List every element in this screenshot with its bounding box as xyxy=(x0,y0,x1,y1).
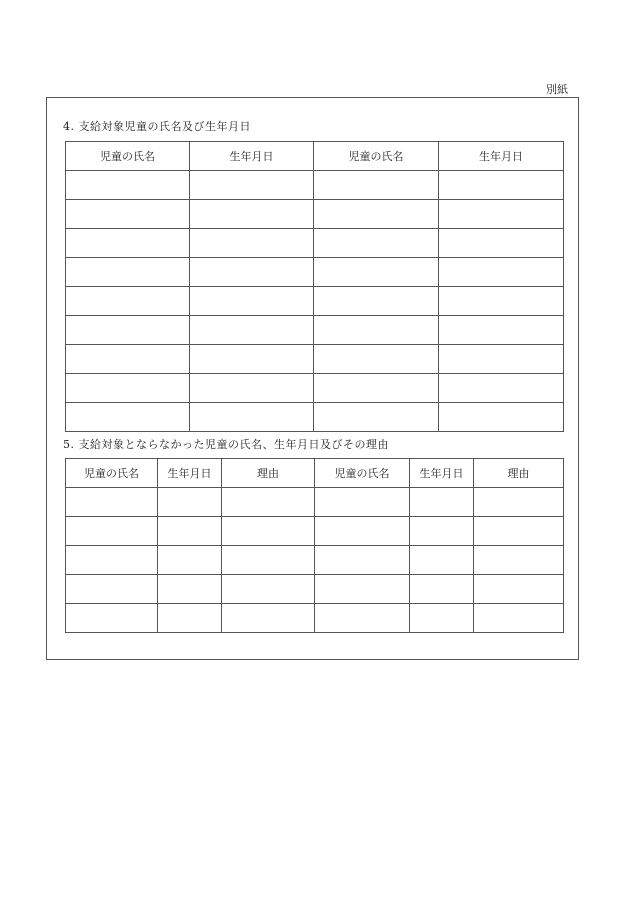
entry-cell[interactable] xyxy=(158,575,222,604)
entry-cell[interactable] xyxy=(315,575,410,604)
entry-cell[interactable] xyxy=(410,517,474,546)
table-row xyxy=(66,517,564,546)
section-5-title: 5. 支給対象とならなかった児童の氏名、生年月日及びその理由 xyxy=(63,438,389,451)
section-4-title: 4. 支給対象児童の氏名及び生年月日 xyxy=(63,120,251,133)
entry-cell[interactable] xyxy=(314,403,439,432)
column-header: 児童の氏名 xyxy=(66,459,158,488)
entry-cell[interactable] xyxy=(474,488,564,517)
entry-cell[interactable] xyxy=(66,546,158,575)
table-row xyxy=(66,316,564,345)
table-row xyxy=(66,604,564,633)
table-row xyxy=(66,374,564,403)
entry-cell[interactable] xyxy=(66,517,158,546)
entry-cell[interactable] xyxy=(66,488,158,517)
entry-cell[interactable] xyxy=(66,604,158,633)
entry-cell[interactable] xyxy=(66,345,190,374)
table-header-row xyxy=(66,142,564,171)
entry-cell[interactable] xyxy=(190,171,314,200)
entry-cell[interactable] xyxy=(315,546,410,575)
entry-cell[interactable] xyxy=(314,171,439,200)
entry-cell[interactable] xyxy=(66,374,190,403)
table-row xyxy=(66,171,564,200)
entry-cell[interactable] xyxy=(314,258,439,287)
column-header: 生年月日 xyxy=(158,459,222,488)
entry-cell[interactable] xyxy=(314,374,439,403)
table-row xyxy=(66,229,564,258)
column-header: 児童の氏名 xyxy=(314,142,439,171)
entry-cell[interactable] xyxy=(474,517,564,546)
entry-cell[interactable] xyxy=(439,374,564,403)
table-header-row xyxy=(66,459,564,488)
entry-cell[interactable] xyxy=(190,374,314,403)
entry-cell[interactable] xyxy=(439,345,564,374)
table-row xyxy=(66,258,564,287)
entry-cell[interactable] xyxy=(315,517,410,546)
table-row xyxy=(66,403,564,432)
entry-cell[interactable] xyxy=(158,546,222,575)
entry-cell[interactable] xyxy=(190,345,314,374)
entry-cell[interactable] xyxy=(439,200,564,229)
column-header: 理由 xyxy=(474,459,564,488)
entry-cell[interactable] xyxy=(222,604,315,633)
entry-cell[interactable] xyxy=(66,316,190,345)
eligible-children-table xyxy=(65,141,564,432)
entry-cell[interactable] xyxy=(315,604,410,633)
entry-cell[interactable] xyxy=(314,287,439,316)
entry-cell[interactable] xyxy=(314,229,439,258)
entry-cell[interactable] xyxy=(410,488,474,517)
ineligible-children-table xyxy=(65,458,564,633)
column-header: 生年月日 xyxy=(439,142,564,171)
entry-cell[interactable] xyxy=(474,604,564,633)
entry-cell[interactable] xyxy=(439,287,564,316)
column-header: 生年月日 xyxy=(190,142,314,171)
column-header: 児童の氏名 xyxy=(315,459,410,488)
entry-cell[interactable] xyxy=(439,316,564,345)
entry-cell[interactable] xyxy=(439,258,564,287)
annex-label: 別紙 xyxy=(546,83,568,96)
entry-cell[interactable] xyxy=(410,575,474,604)
table-row xyxy=(66,546,564,575)
entry-cell[interactable] xyxy=(158,488,222,517)
entry-cell[interactable] xyxy=(190,316,314,345)
entry-cell[interactable] xyxy=(314,316,439,345)
table-row xyxy=(66,287,564,316)
entry-cell[interactable] xyxy=(66,258,190,287)
entry-cell[interactable] xyxy=(190,403,314,432)
table-row xyxy=(66,488,564,517)
entry-cell[interactable] xyxy=(66,229,190,258)
entry-cell[interactable] xyxy=(66,403,190,432)
table-row xyxy=(66,200,564,229)
entry-cell[interactable] xyxy=(66,287,190,316)
entry-cell[interactable] xyxy=(474,546,564,575)
column-header: 理由 xyxy=(222,459,315,488)
entry-cell[interactable] xyxy=(314,200,439,229)
entry-cell[interactable] xyxy=(474,575,564,604)
entry-cell[interactable] xyxy=(222,575,315,604)
entry-cell[interactable] xyxy=(66,575,158,604)
entry-cell[interactable] xyxy=(439,403,564,432)
entry-cell[interactable] xyxy=(222,488,315,517)
column-header: 児童の氏名 xyxy=(66,142,190,171)
entry-cell[interactable] xyxy=(158,517,222,546)
entry-cell[interactable] xyxy=(439,229,564,258)
entry-cell[interactable] xyxy=(190,229,314,258)
entry-cell[interactable] xyxy=(190,258,314,287)
table-row xyxy=(66,345,564,374)
entry-cell[interactable] xyxy=(314,345,439,374)
entry-cell[interactable] xyxy=(66,171,190,200)
table-row xyxy=(66,575,564,604)
entry-cell[interactable] xyxy=(222,517,315,546)
entry-cell[interactable] xyxy=(222,546,315,575)
entry-cell[interactable] xyxy=(410,546,474,575)
entry-cell[interactable] xyxy=(439,171,564,200)
entry-cell[interactable] xyxy=(315,488,410,517)
column-header: 生年月日 xyxy=(410,459,474,488)
entry-cell[interactable] xyxy=(410,604,474,633)
entry-cell[interactable] xyxy=(158,604,222,633)
entry-cell[interactable] xyxy=(66,200,190,229)
entry-cell[interactable] xyxy=(190,287,314,316)
entry-cell[interactable] xyxy=(190,200,314,229)
